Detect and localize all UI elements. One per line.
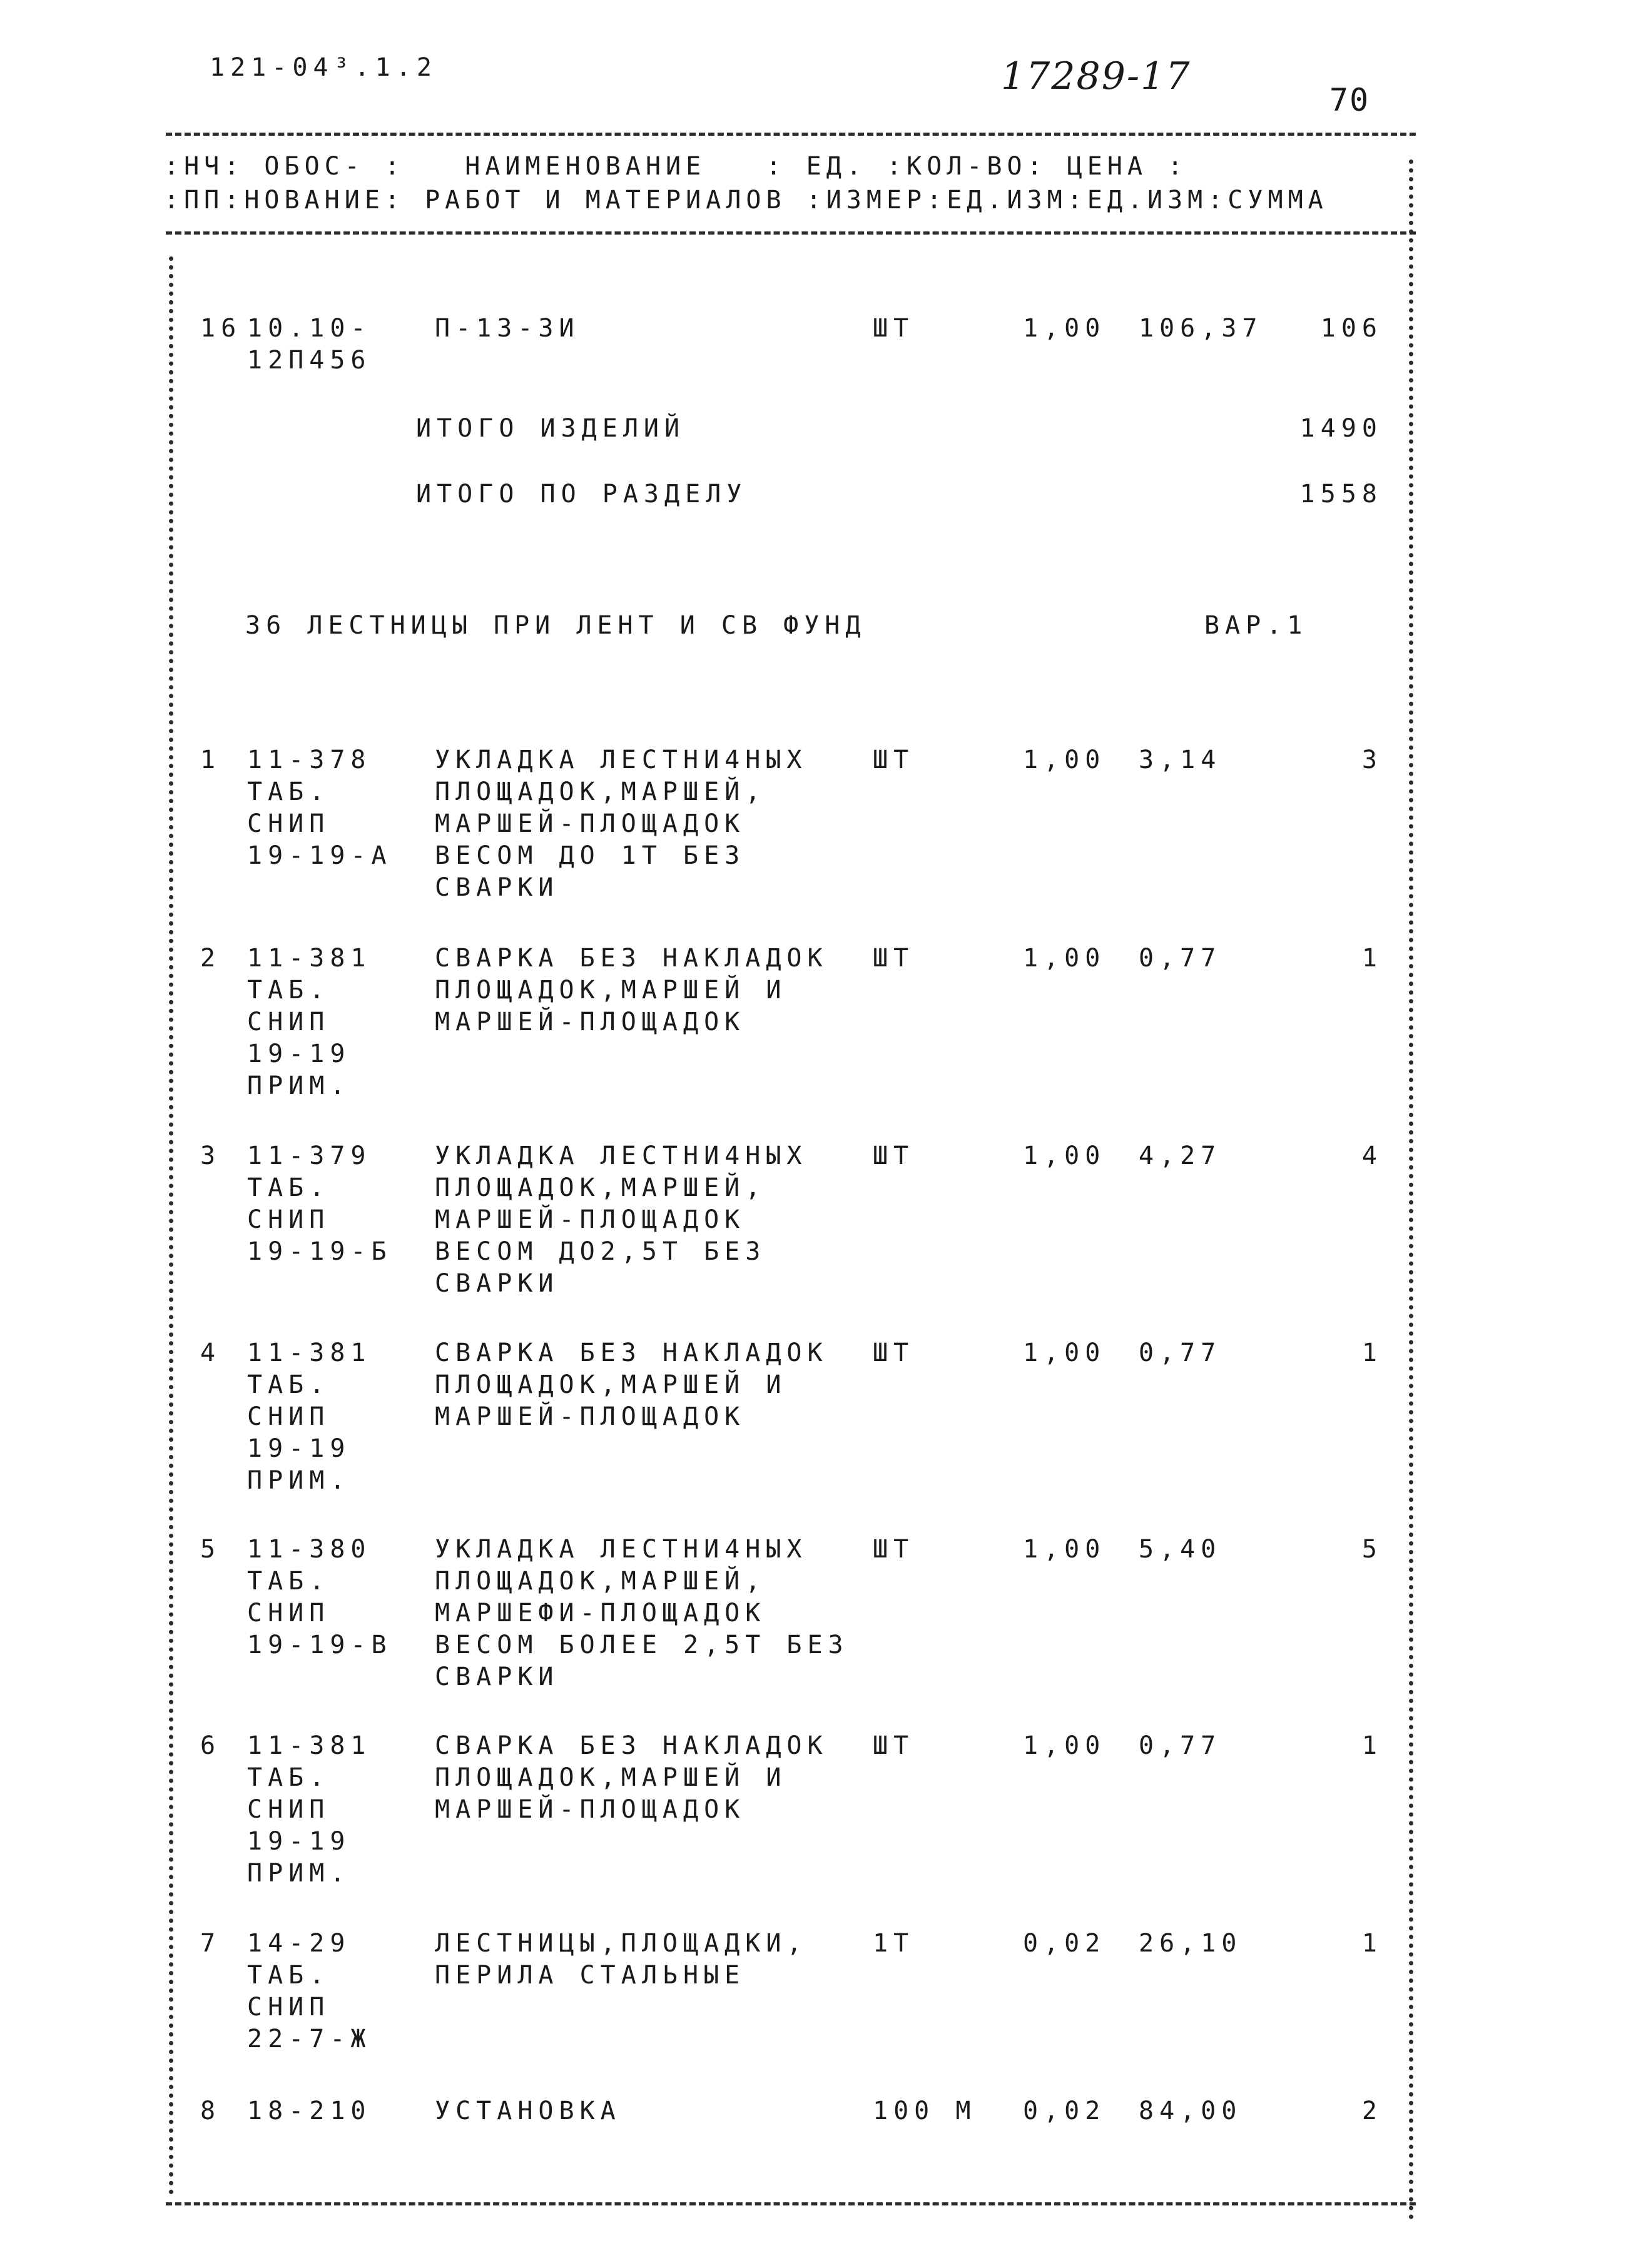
- item-6-code-line: СНИП: [247, 1795, 330, 1824]
- item-5-unit: ШТ: [873, 1535, 915, 1564]
- item-5-name-line: ВЕСОМ БОЛЕЕ 2,5Т БЕЗ: [435, 1631, 849, 1659]
- item-16-price: 106,37: [1139, 314, 1263, 343]
- item-5-code-line: 19-19-В: [247, 1631, 392, 1659]
- item-4-code-line: ТАБ.: [247, 1370, 330, 1399]
- item-2-code-line: 19-19: [247, 1040, 351, 1068]
- item-2-name-line: ПЛОЩАДОК,МАРШЕЙ И: [435, 976, 787, 1005]
- item-1-name-line: СВАРКИ: [435, 873, 559, 902]
- item-8-number: 8: [200, 2097, 221, 2125]
- item-4-name-line: МАРШЕЙ-ПЛОЩАДОК: [435, 1402, 746, 1431]
- item-3-quantity: 1,00: [1023, 1142, 1106, 1170]
- item-7-code-line: СНИП: [247, 1993, 330, 2022]
- item-7-price: 26,10: [1139, 1929, 1242, 1958]
- doc-code: 121-04³.1.2: [210, 53, 437, 82]
- item-4-code-line: ПРИМ.: [247, 1466, 351, 1495]
- left-border: [169, 256, 173, 2195]
- item-3-name-line: ВЕСОМ ДО2,5Т БЕЗ: [435, 1237, 766, 1266]
- item-3-code-line: ТАБ.: [247, 1173, 330, 1202]
- item-4-code-line: 11-381: [247, 1339, 372, 1367]
- item-3-number: 3: [200, 1142, 221, 1170]
- item-3-code-line: 11-379: [247, 1142, 372, 1170]
- item-7-code-line: 22-7-Ж: [247, 2025, 372, 2053]
- item-2-code-line: 11-381: [247, 944, 372, 973]
- item-1-name-line: ВЕСОМ ДО 1Т БЕЗ: [435, 841, 746, 870]
- item-2-price: 0,77: [1139, 944, 1222, 973]
- item-4-number: 4: [200, 1339, 221, 1367]
- item-1-code-line: 11-378: [247, 746, 372, 774]
- item-1-name-line: УКЛАДКА ЛЕСТНИ4НЫХ: [435, 746, 808, 774]
- item-4-name-line: ПЛОЩАДОК,МАРШЕЙ И: [435, 1370, 787, 1399]
- item-3-name-line: СВАРКИ: [435, 1269, 559, 1298]
- item-2-code-line: СНИП: [247, 1008, 330, 1036]
- page-number: 70: [1329, 82, 1370, 118]
- item-1-price: 3,14: [1139, 746, 1222, 774]
- item-3-unit: ШТ: [873, 1142, 915, 1170]
- item-4-price: 0,77: [1139, 1339, 1222, 1367]
- section-title: 36 ЛЕСТНИЦЫ ПРИ ЛЕНТ И СВ ФУНД: [245, 611, 866, 640]
- item-16-name-line: П-13-3И: [435, 314, 580, 343]
- item-5-code-line: СНИП: [247, 1599, 330, 1628]
- item-7-code-line: 14-29: [247, 1929, 351, 1958]
- item-8-unit: 100 М: [873, 2097, 977, 2125]
- item-2-name-line: МАРШЕЙ-ПЛОЩАДОК: [435, 1008, 746, 1036]
- item-16-code-line: 12П456: [247, 346, 372, 375]
- item-5-quantity: 1,00: [1023, 1535, 1106, 1564]
- right-border: [1409, 159, 1413, 2220]
- item-4-code-line: 19-19: [247, 1434, 351, 1463]
- item-8-name-line: УСТАНОВКА: [435, 2097, 621, 2125]
- item-2-code-line: ТАБ.: [247, 976, 330, 1005]
- item-8-sum: 2: [1361, 2097, 1383, 2125]
- item-6-name-line: МАРШЕЙ-ПЛОЩАДОК: [435, 1795, 746, 1824]
- item-2-quantity: 1,00: [1023, 944, 1106, 973]
- item-2-sum: 1: [1361, 944, 1383, 973]
- item-7-quantity: 0,02: [1023, 1929, 1106, 1958]
- item-6-price: 0,77: [1139, 1731, 1222, 1760]
- item-8-quantity: 0,02: [1023, 2097, 1106, 2125]
- item-7-code-line: ТАБ.: [247, 1961, 330, 1990]
- item-6-sum: 1: [1361, 1731, 1383, 1760]
- item-3-price: 4,27: [1139, 1142, 1222, 1170]
- item-4-code-line: СНИП: [247, 1402, 330, 1431]
- total-value: 1490: [1299, 414, 1383, 443]
- header-line-1: :НЧ: ОБОС- : НАИМЕНОВАНИЕ : ЕД. :КОЛ-ВО: ЦЕНА :: [164, 152, 1188, 181]
- item-7-name-line: ПЕРИЛА СТАЛЬНЫЕ: [435, 1961, 746, 1990]
- handwritten-number: 17289-17: [1001, 54, 1191, 98]
- item-16-sum: 106: [1320, 314, 1383, 343]
- item-1-number: 1: [200, 746, 221, 774]
- item-1-code-line: СНИП: [247, 809, 330, 838]
- item-6-unit: ШТ: [873, 1731, 915, 1760]
- item-5-name-line: МАРШЕФИ-ПЛОЩАДОК: [435, 1599, 766, 1628]
- item-7-unit: 1Т: [873, 1929, 915, 1958]
- item-5-name-line: СВАРКИ: [435, 1663, 559, 1691]
- item-7-name-line: ЛЕСТНИЦЫ,ПЛОЩАДКИ,: [435, 1929, 808, 1958]
- item-4-unit: ШТ: [873, 1339, 915, 1367]
- item-5-code-line: 11-380: [247, 1535, 372, 1564]
- item-1-unit: ШТ: [873, 746, 915, 774]
- header-line-2: :ПП:НОВАНИЕ: РАБОТ И МАТЕРИАЛОВ :ИЗМЕР:ЕД.ИЗМ:ЕД.ИЗМ:СУММА: [164, 186, 1328, 215]
- item-2-code-line: ПРИМ.: [247, 1071, 351, 1100]
- item-2-name-line: СВАРКА БЕЗ НАКЛАДОК: [435, 944, 828, 973]
- item-1-name-line: МАРШЕЙ-ПЛОЩАДОК: [435, 809, 746, 838]
- item-8-code-line: 18-210: [247, 2097, 372, 2125]
- item-7-sum: 1: [1361, 1929, 1383, 1958]
- item-7-number: 7: [200, 1929, 221, 1958]
- total-value: 1558: [1299, 480, 1383, 509]
- item-6-code-line: 11-381: [247, 1731, 372, 1760]
- item-5-name-line: УКЛАДКА ЛЕСТНИ4НЫХ: [435, 1535, 808, 1564]
- item-1-quantity: 1,00: [1023, 746, 1106, 774]
- total-label: ИТОГО ИЗДЕЛИЙ: [416, 414, 686, 443]
- table-bottom-rule: [166, 2202, 1416, 2205]
- item-6-quantity: 1,00: [1023, 1731, 1106, 1760]
- item-6-code-line: 19-19: [247, 1827, 351, 1856]
- item-3-name-line: МАРШЕЙ-ПЛОЩАДОК: [435, 1205, 746, 1234]
- item-5-code-line: ТАБ.: [247, 1567, 330, 1596]
- item-3-name-line: УКЛАДКА ЛЕСТНИ4НЫХ: [435, 1142, 808, 1170]
- item-3-code-line: СНИП: [247, 1205, 330, 1234]
- item-1-code-line: ТАБ.: [247, 777, 330, 806]
- item-5-price: 5,40: [1139, 1535, 1222, 1564]
- item-4-sum: 1: [1361, 1339, 1383, 1367]
- total-label: ИТОГО ПО РАЗДЕЛУ: [416, 480, 748, 509]
- item-8-price: 84,00: [1139, 2097, 1242, 2125]
- header-bottom-rule: [166, 231, 1416, 235]
- item-4-quantity: 1,00: [1023, 1339, 1106, 1367]
- item-5-number: 5: [200, 1535, 221, 1564]
- item-6-code-line: ПРИМ.: [247, 1859, 351, 1888]
- item-5-sum: 5: [1361, 1535, 1383, 1564]
- item-16-number: 16: [200, 314, 242, 343]
- item-6-name-line: СВАРКА БЕЗ НАКЛАДОК: [435, 1731, 828, 1760]
- item-1-code-line: 19-19-А: [247, 841, 392, 870]
- item-2-unit: ШТ: [873, 944, 915, 973]
- item-16-unit: ШТ: [873, 314, 915, 343]
- item-5-name-line: ПЛОЩАДОК,МАРШЕЙ,: [435, 1567, 766, 1596]
- item-16-quantity: 1,00: [1023, 314, 1106, 343]
- item-6-code-line: ТАБ.: [247, 1763, 330, 1792]
- header-top-rule: [166, 133, 1416, 136]
- item-3-code-line: 19-19-Б: [247, 1237, 392, 1266]
- item-2-number: 2: [200, 944, 221, 973]
- item-1-sum: 3: [1361, 746, 1383, 774]
- item-3-sum: 4: [1361, 1142, 1383, 1170]
- item-6-number: 6: [200, 1731, 221, 1760]
- item-1-name-line: ПЛОЩАДОК,МАРШЕЙ,: [435, 777, 766, 806]
- section-variant: ВАР.1: [1204, 611, 1308, 640]
- item-3-name-line: ПЛОЩАДОК,МАРШЕЙ,: [435, 1173, 766, 1202]
- item-4-name-line: СВАРКА БЕЗ НАКЛАДОК: [435, 1339, 828, 1367]
- item-16-code-line: 10.10-: [247, 314, 372, 343]
- item-6-name-line: ПЛОЩАДОК,МАРШЕЙ И: [435, 1763, 787, 1792]
